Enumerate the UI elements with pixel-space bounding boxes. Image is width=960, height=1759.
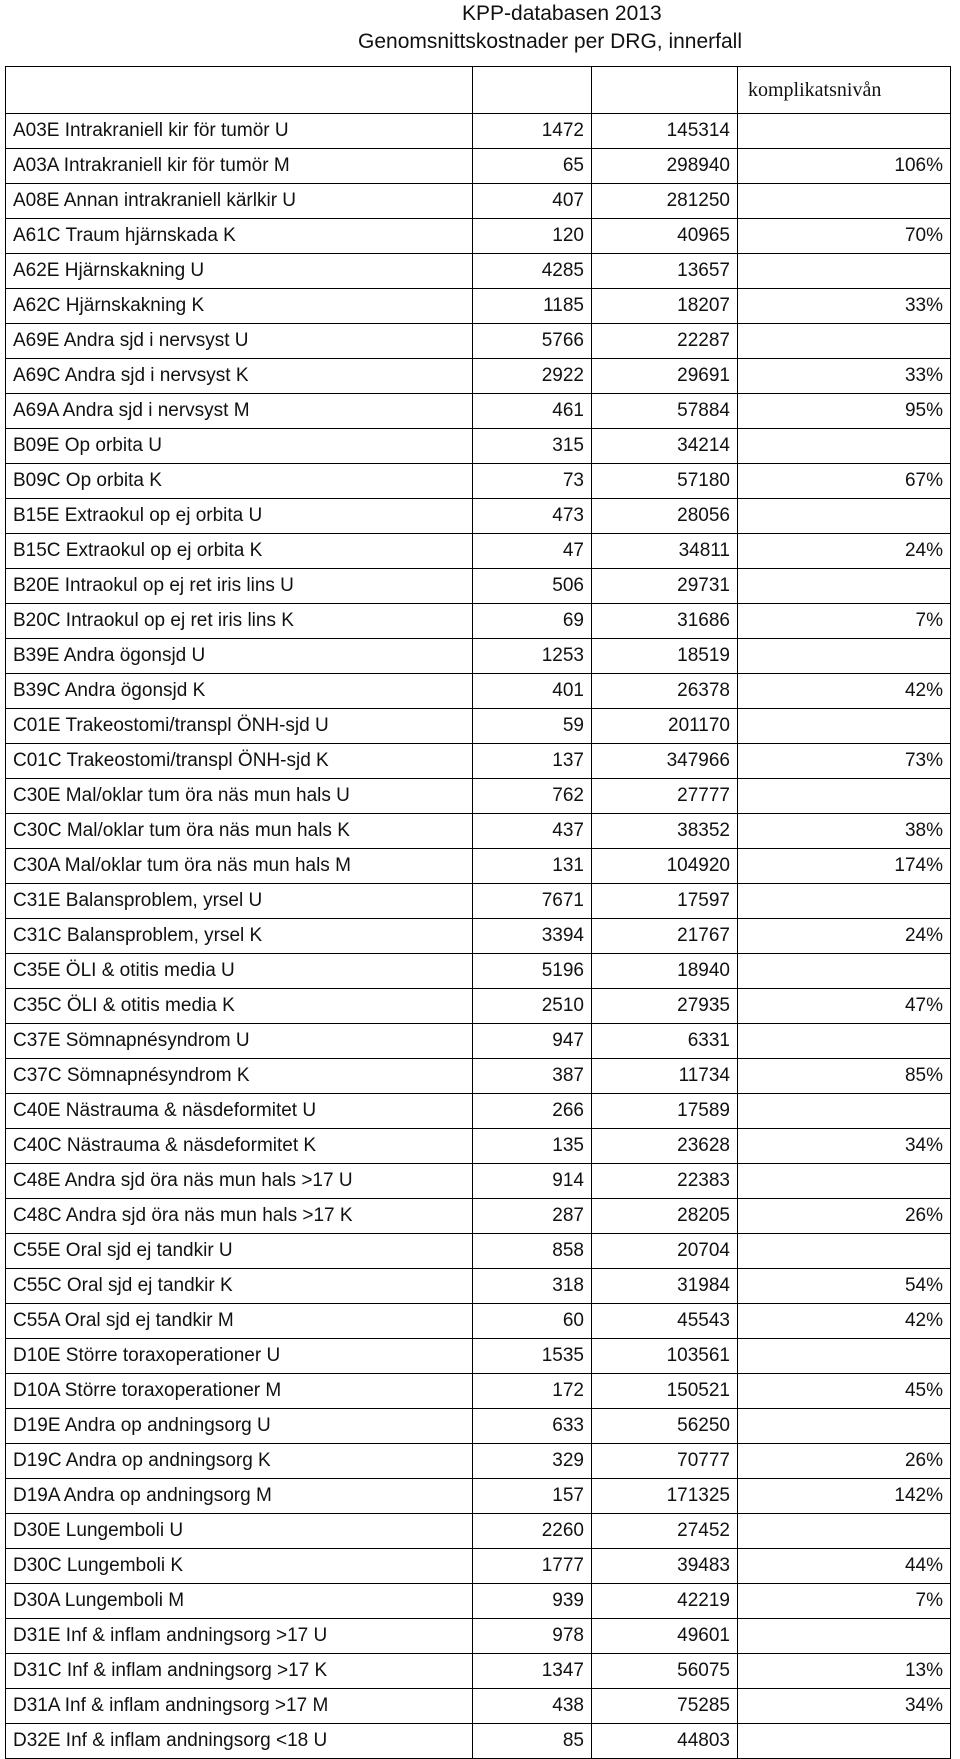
cell-drg-name: A62C Hjärnskakning K xyxy=(6,289,473,324)
cell-drg-name: D30C Lungemboli K xyxy=(6,1549,473,1584)
cell-complication-percent: 42% xyxy=(738,1304,951,1339)
cell-complication-percent xyxy=(738,954,951,989)
cell-drg-name: B15E Extraokul op ej orbita U xyxy=(6,499,473,534)
cell-average-cost: 31686 xyxy=(592,604,738,639)
cell-complication-percent: 42% xyxy=(738,674,951,709)
drg-cost-table xyxy=(5,66,951,1759)
table-row xyxy=(6,1234,951,1269)
table-row xyxy=(6,1654,951,1689)
cell-average-cost: 75285 xyxy=(592,1689,738,1724)
cell-complication-percent: 33% xyxy=(738,359,951,394)
cell-drg-name: C35E ÖLI & otitis media U xyxy=(6,954,473,989)
table-row xyxy=(6,1549,951,1584)
cell-case-count: 438 xyxy=(473,1689,592,1724)
cell-complication-percent: 26% xyxy=(738,1199,951,1234)
cell-average-cost: 31984 xyxy=(592,1269,738,1304)
cell-complication-percent xyxy=(738,1619,951,1654)
cell-complication-percent xyxy=(738,499,951,534)
cell-drg-name: B09C Op orbita K xyxy=(6,464,473,499)
cell-average-cost: 49601 xyxy=(592,1619,738,1654)
table-row xyxy=(6,1619,951,1654)
header-cell-count xyxy=(473,67,592,114)
cell-average-cost: 21767 xyxy=(592,919,738,954)
table-row xyxy=(6,569,951,604)
table-row xyxy=(6,1269,951,1304)
table-row xyxy=(6,1409,951,1444)
cell-average-cost: 20704 xyxy=(592,1234,738,1269)
cell-case-count: 1347 xyxy=(473,1654,592,1689)
table-row xyxy=(6,1129,951,1164)
cell-drg-name: C55E Oral sjd ej tandkir U xyxy=(6,1234,473,1269)
cell-complication-percent: 70% xyxy=(738,219,951,254)
cell-drg-name: B39E Andra ögonsjd U xyxy=(6,639,473,674)
table-row xyxy=(6,1199,951,1234)
cell-complication-percent xyxy=(738,1514,951,1549)
cell-case-count: 2510 xyxy=(473,989,592,1024)
cell-case-count: 1472 xyxy=(473,114,592,149)
cell-complication-percent xyxy=(738,429,951,464)
cell-complication-percent xyxy=(738,1339,951,1374)
cell-drg-name: A08E Annan intrakraniell kärlkir U xyxy=(6,184,473,219)
cell-drg-name: C01E Trakeostomi/transpl ÖNH-sjd U xyxy=(6,709,473,744)
cell-complication-percent: 73% xyxy=(738,744,951,779)
cell-complication-percent: 7% xyxy=(738,1584,951,1619)
cell-case-count: 947 xyxy=(473,1024,592,1059)
cell-average-cost: 40965 xyxy=(592,219,738,254)
cell-case-count: 329 xyxy=(473,1444,592,1479)
table-row xyxy=(6,534,951,569)
document-subtitle: Genomsnittskostnader per DRG, innerfall xyxy=(358,30,742,53)
cell-complication-percent: 67% xyxy=(738,464,951,499)
cell-case-count: 914 xyxy=(473,1164,592,1199)
cell-average-cost: 38352 xyxy=(592,814,738,849)
cell-case-count: 461 xyxy=(473,394,592,429)
cell-drg-name: D19A Andra op andningsorg M xyxy=(6,1479,473,1514)
cell-average-cost: 27777 xyxy=(592,779,738,814)
cell-drg-name: C40E Nästrauma & näsdeformitet U xyxy=(6,1094,473,1129)
cell-average-cost: 11734 xyxy=(592,1059,738,1094)
cell-drg-name: A61C Traum hjärnskada K xyxy=(6,219,473,254)
cell-average-cost: 18940 xyxy=(592,954,738,989)
table-row xyxy=(6,1304,951,1339)
cell-drg-name: C31C Balansproblem, yrsel K xyxy=(6,919,473,954)
cell-complication-percent xyxy=(738,184,951,219)
table-row xyxy=(6,814,951,849)
cell-case-count: 1185 xyxy=(473,289,592,324)
cell-average-cost: 27452 xyxy=(592,1514,738,1549)
cell-average-cost: 28205 xyxy=(592,1199,738,1234)
cell-drg-name: A03E Intrakraniell kir för tumör U xyxy=(6,114,473,149)
cell-drg-name: D10E Större toraxoperationer U xyxy=(6,1339,473,1374)
cell-complication-percent: 33% xyxy=(738,289,951,324)
table-row xyxy=(6,1164,951,1199)
cell-case-count: 2260 xyxy=(473,1514,592,1549)
table-row xyxy=(6,254,951,289)
cell-complication-percent xyxy=(738,1024,951,1059)
cell-case-count: 506 xyxy=(473,569,592,604)
cell-average-cost: 44803 xyxy=(592,1724,738,1759)
cell-drg-name: D19C Andra op andningsorg K xyxy=(6,1444,473,1479)
cell-average-cost: 70777 xyxy=(592,1444,738,1479)
cell-case-count: 137 xyxy=(473,744,592,779)
header-cell-complication-level: komplikatsnivån xyxy=(738,67,951,114)
cell-case-count: 69 xyxy=(473,604,592,639)
cell-drg-name: D19E Andra op andningsorg U xyxy=(6,1409,473,1444)
cell-case-count: 401 xyxy=(473,674,592,709)
table-row xyxy=(6,1689,951,1724)
cell-case-count: 131 xyxy=(473,849,592,884)
cell-case-count: 266 xyxy=(473,1094,592,1129)
cell-case-count: 473 xyxy=(473,499,592,534)
cell-case-count: 287 xyxy=(473,1199,592,1234)
cell-case-count: 939 xyxy=(473,1584,592,1619)
cell-complication-percent: 34% xyxy=(738,1689,951,1724)
cell-average-cost: 27935 xyxy=(592,989,738,1024)
cell-average-cost: 6331 xyxy=(592,1024,738,1059)
table-row xyxy=(6,884,951,919)
cell-drg-name: D31E Inf & inflam andningsorg >17 U xyxy=(6,1619,473,1654)
cell-complication-percent xyxy=(738,1409,951,1444)
table-body xyxy=(6,114,951,1759)
cell-complication-percent: 24% xyxy=(738,534,951,569)
table-row xyxy=(6,1374,951,1409)
cell-drg-name: C31E Balansproblem, yrsel U xyxy=(6,884,473,919)
cell-complication-percent xyxy=(738,114,951,149)
cell-average-cost: 347966 xyxy=(592,744,738,779)
cell-complication-percent: 7% xyxy=(738,604,951,639)
cell-complication-percent xyxy=(738,1094,951,1129)
cell-average-cost: 28056 xyxy=(592,499,738,534)
table-row xyxy=(6,149,951,184)
cell-case-count: 85 xyxy=(473,1724,592,1759)
cell-drg-name: C55A Oral sjd ej tandkir M xyxy=(6,1304,473,1339)
table-row xyxy=(6,114,951,149)
table-row xyxy=(6,324,951,359)
cell-case-count: 1777 xyxy=(473,1549,592,1584)
table-row xyxy=(6,1339,951,1374)
cell-average-cost: 42219 xyxy=(592,1584,738,1619)
document-header xyxy=(0,0,960,66)
header-cell-cost xyxy=(592,67,738,114)
cell-complication-percent: 106% xyxy=(738,149,951,184)
cell-case-count: 172 xyxy=(473,1374,592,1409)
cell-case-count: 633 xyxy=(473,1409,592,1444)
cell-average-cost: 22383 xyxy=(592,1164,738,1199)
cell-drg-name: D30A Lungemboli M xyxy=(6,1584,473,1619)
cell-average-cost: 23628 xyxy=(592,1129,738,1164)
cell-complication-percent: 85% xyxy=(738,1059,951,1094)
table-row xyxy=(6,289,951,324)
cell-drg-name: B15C Extraokul op ej orbita K xyxy=(6,534,473,569)
table-row xyxy=(6,604,951,639)
cell-average-cost: 103561 xyxy=(592,1339,738,1374)
cell-drg-name: B09E Op orbita U xyxy=(6,429,473,464)
cell-average-cost: 29691 xyxy=(592,359,738,394)
cell-case-count: 65 xyxy=(473,149,592,184)
cell-drg-name: D10A Större toraxoperationer M xyxy=(6,1374,473,1409)
cell-drg-name: C55C Oral sjd ej tandkir K xyxy=(6,1269,473,1304)
cell-case-count: 4285 xyxy=(473,254,592,289)
cell-case-count: 318 xyxy=(473,1269,592,1304)
table-row xyxy=(6,744,951,779)
cell-complication-percent xyxy=(738,569,951,604)
table-row xyxy=(6,989,951,1024)
table-row xyxy=(6,709,951,744)
cell-case-count: 437 xyxy=(473,814,592,849)
cell-average-cost: 281250 xyxy=(592,184,738,219)
cell-complication-percent: 142% xyxy=(738,1479,951,1514)
cell-drg-name: D32E Inf & inflam andningsorg <18 U xyxy=(6,1724,473,1759)
cell-complication-percent: 174% xyxy=(738,849,951,884)
cell-drg-name: A69E Andra sjd i nervsyst U xyxy=(6,324,473,359)
cell-case-count: 387 xyxy=(473,1059,592,1094)
cell-case-count: 5766 xyxy=(473,324,592,359)
cell-drg-name: D31C Inf & inflam andningsorg >17 K xyxy=(6,1654,473,1689)
cell-average-cost: 171325 xyxy=(592,1479,738,1514)
cell-drg-name: C40C Nästrauma & näsdeformitet K xyxy=(6,1129,473,1164)
table-row xyxy=(6,1584,951,1619)
cell-drg-name: A69A Andra sjd i nervsyst M xyxy=(6,394,473,429)
cell-case-count: 60 xyxy=(473,1304,592,1339)
table-row xyxy=(6,464,951,499)
cell-drg-name: D31A Inf & inflam andningsorg >17 M xyxy=(6,1689,473,1724)
cell-drg-name: C48C Andra sjd öra näs mun hals >17 K xyxy=(6,1199,473,1234)
drg-cost-table-container xyxy=(5,66,950,1759)
cell-average-cost: 18519 xyxy=(592,639,738,674)
cell-drg-name: D30E Lungemboli U xyxy=(6,1514,473,1549)
cell-drg-name: C01C Trakeostomi/transpl ÖNH-sjd K xyxy=(6,744,473,779)
cell-case-count: 5196 xyxy=(473,954,592,989)
table-row xyxy=(6,1444,951,1479)
cell-average-cost: 39483 xyxy=(592,1549,738,1584)
cell-drg-name: C37E Sömnapnésyndrom U xyxy=(6,1024,473,1059)
cell-complication-percent xyxy=(738,884,951,919)
cell-average-cost: 56075 xyxy=(592,1654,738,1689)
cell-average-cost: 17589 xyxy=(592,1094,738,1129)
cell-average-cost: 150521 xyxy=(592,1374,738,1409)
cell-complication-percent xyxy=(738,1234,951,1269)
cell-case-count: 1535 xyxy=(473,1339,592,1374)
cell-drg-name: C35C ÖLI & otitis media K xyxy=(6,989,473,1024)
cell-average-cost: 34214 xyxy=(592,429,738,464)
document-title: KPP-databasen 2013 xyxy=(462,2,662,25)
cell-average-cost: 26378 xyxy=(592,674,738,709)
cell-drg-name: C30C Mal/oklar tum öra näs mun hals K xyxy=(6,814,473,849)
cell-complication-percent xyxy=(738,324,951,359)
cell-case-count: 47 xyxy=(473,534,592,569)
cell-case-count: 315 xyxy=(473,429,592,464)
cell-drg-name: C37C Sömnapnésyndrom K xyxy=(6,1059,473,1094)
cell-complication-percent: 95% xyxy=(738,394,951,429)
cell-case-count: 157 xyxy=(473,1479,592,1514)
cell-complication-percent: 45% xyxy=(738,1374,951,1409)
cell-average-cost: 13657 xyxy=(592,254,738,289)
table-row xyxy=(6,1724,951,1759)
table-row xyxy=(6,429,951,464)
cell-average-cost: 57884 xyxy=(592,394,738,429)
cell-case-count: 2922 xyxy=(473,359,592,394)
cell-drg-name: A62E Hjärnskakning U xyxy=(6,254,473,289)
cell-drg-name: C30E Mal/oklar tum öra näs mun hals U xyxy=(6,779,473,814)
cell-complication-percent: 13% xyxy=(738,1654,951,1689)
cell-average-cost: 22287 xyxy=(592,324,738,359)
cell-drg-name: A69C Andra sjd i nervsyst K xyxy=(6,359,473,394)
cell-case-count: 3394 xyxy=(473,919,592,954)
table-row xyxy=(6,954,951,989)
cell-case-count: 7671 xyxy=(473,884,592,919)
table-row xyxy=(6,359,951,394)
table-row xyxy=(6,219,951,254)
cell-case-count: 858 xyxy=(473,1234,592,1269)
cell-complication-percent xyxy=(738,1164,951,1199)
cell-case-count: 73 xyxy=(473,464,592,499)
table-row xyxy=(6,674,951,709)
cell-complication-percent xyxy=(738,779,951,814)
cell-average-cost: 201170 xyxy=(592,709,738,744)
cell-average-cost: 34811 xyxy=(592,534,738,569)
cell-average-cost: 56250 xyxy=(592,1409,738,1444)
cell-case-count: 120 xyxy=(473,219,592,254)
cell-average-cost: 17597 xyxy=(592,884,738,919)
cell-average-cost: 29731 xyxy=(592,569,738,604)
cell-drg-name: B20E Intraokul op ej ret iris lins U xyxy=(6,569,473,604)
cell-complication-percent: 44% xyxy=(738,1549,951,1584)
cell-case-count: 978 xyxy=(473,1619,592,1654)
cell-complication-percent: 47% xyxy=(738,989,951,1024)
cell-average-cost: 18207 xyxy=(592,289,738,324)
table-row xyxy=(6,184,951,219)
table-row xyxy=(6,849,951,884)
table-row xyxy=(6,394,951,429)
cell-case-count: 135 xyxy=(473,1129,592,1164)
cell-complication-percent xyxy=(738,639,951,674)
cell-complication-percent: 26% xyxy=(738,1444,951,1479)
cell-drg-name: C48E Andra sjd öra näs mun hals >17 U xyxy=(6,1164,473,1199)
cell-average-cost: 45543 xyxy=(592,1304,738,1339)
table-row xyxy=(6,1479,951,1514)
cell-drg-name: B20C Intraokul op ej ret iris lins K xyxy=(6,604,473,639)
cell-case-count: 59 xyxy=(473,709,592,744)
cell-case-count: 407 xyxy=(473,184,592,219)
cell-complication-percent xyxy=(738,709,951,744)
cell-complication-percent xyxy=(738,254,951,289)
table-row xyxy=(6,499,951,534)
cell-average-cost: 145314 xyxy=(592,114,738,149)
cell-complication-percent: 24% xyxy=(738,919,951,954)
cell-complication-percent: 38% xyxy=(738,814,951,849)
header-cell-drg xyxy=(6,67,473,114)
cell-complication-percent: 34% xyxy=(738,1129,951,1164)
table-header-row xyxy=(6,67,951,114)
cell-complication-percent xyxy=(738,1724,951,1759)
table-row xyxy=(6,779,951,814)
cell-complication-percent: 54% xyxy=(738,1269,951,1304)
cell-drg-name: B39C Andra ögonsjd K xyxy=(6,674,473,709)
cell-average-cost: 104920 xyxy=(592,849,738,884)
cell-average-cost: 57180 xyxy=(592,464,738,499)
cell-average-cost: 298940 xyxy=(592,149,738,184)
table-row xyxy=(6,919,951,954)
cell-case-count: 762 xyxy=(473,779,592,814)
table-row xyxy=(6,1094,951,1129)
table-row xyxy=(6,1024,951,1059)
cell-drg-name: A03A Intrakraniell kir för tumör M xyxy=(6,149,473,184)
cell-case-count: 1253 xyxy=(473,639,592,674)
table-row xyxy=(6,639,951,674)
cell-drg-name: C30A Mal/oklar tum öra näs mun hals M xyxy=(6,849,473,884)
table-row xyxy=(6,1514,951,1549)
table-row xyxy=(6,1059,951,1094)
